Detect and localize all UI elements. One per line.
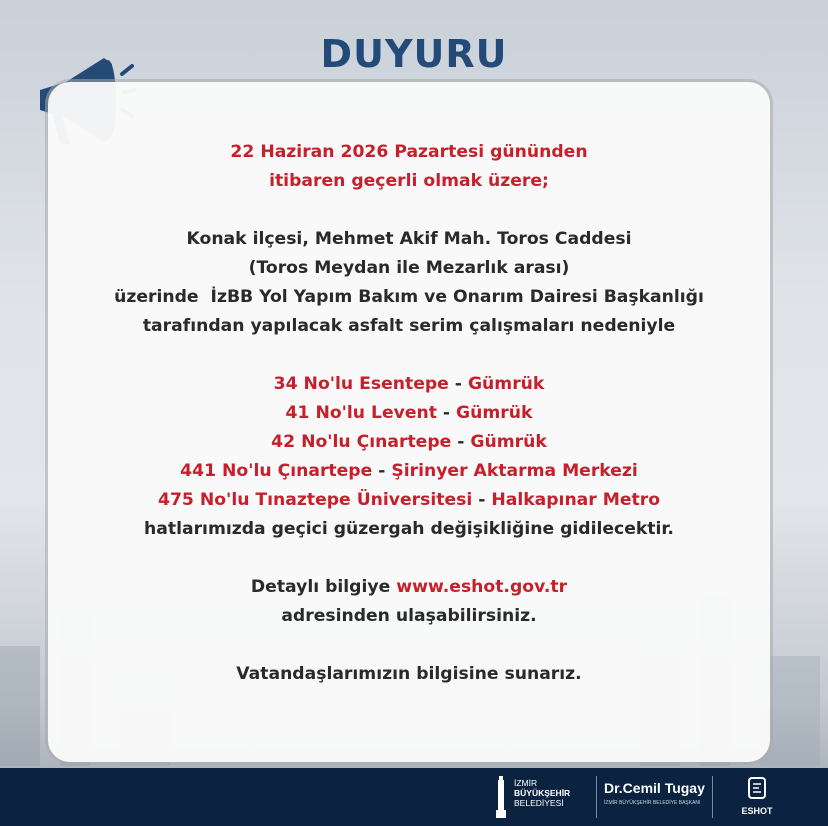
eshot-logo: ESHOT bbox=[722, 774, 792, 820]
detail-line: Detaylı bilgiye www.eshot.gov.tr bbox=[250, 577, 568, 597]
route-line: 42 No'lu Çınartepe - Gümrük bbox=[271, 432, 547, 452]
routes-outro: hatlarımızda geçici güzergah değişikliğine gidilecektir. bbox=[144, 519, 674, 539]
detail-suffix: adresinden ulaşabilirsiniz. bbox=[281, 606, 537, 626]
intro-line: 22 Haziran 2026 Pazartesi gününden bbox=[230, 142, 588, 162]
body-line: üzerinde İzBB Yol Yapım Bakım ve Onarım Dairesi Başkanlığı bbox=[114, 287, 704, 307]
body-line: (Toros Meydan ile Mezarlık arası) bbox=[248, 258, 570, 278]
closing-line: Vatandaşlarımızın bilgisine sunarız. bbox=[236, 664, 582, 684]
body-line: Konak ilçesi, Mehmet Akif Mah. Toros Caddesi bbox=[186, 229, 632, 249]
body-line: tarafından yapılacak asfalt serim çalışmaları nedeniyle bbox=[142, 316, 676, 336]
clock-tower-icon bbox=[496, 776, 506, 818]
footer-divider bbox=[596, 776, 597, 818]
footer-bar bbox=[0, 768, 828, 826]
route-line: 34 No'lu Esentepe - Gümrük bbox=[273, 374, 545, 394]
mayor-signature: Dr.Cemil Tugay İZMİR BÜYÜKŞEHİR BELEDİYE BAŞKANI bbox=[604, 780, 705, 806]
route-line: 441 No'lu Çınartepe - Şirinyer Aktarma Merkezi bbox=[180, 461, 638, 481]
route-line: 41 No'lu Levent - Gümrük bbox=[285, 403, 533, 423]
route-line: 475 No'lu Tınaztepe Üniversitesi - Halkapınar Metro bbox=[158, 490, 660, 510]
website-link[interactable]: www.eshot.gov.tr bbox=[396, 577, 568, 597]
izmir-logo: İZMİR BÜYÜKŞEHİR BELEDİYESİ bbox=[492, 774, 592, 820]
intro-line: itibaren geçerli olmak üzere; bbox=[269, 171, 549, 191]
announcement-content bbox=[48, 138, 770, 689]
footer-divider bbox=[712, 776, 713, 818]
page-title: DUYURU bbox=[320, 32, 508, 76]
eshot-emblem-icon bbox=[747, 776, 767, 800]
